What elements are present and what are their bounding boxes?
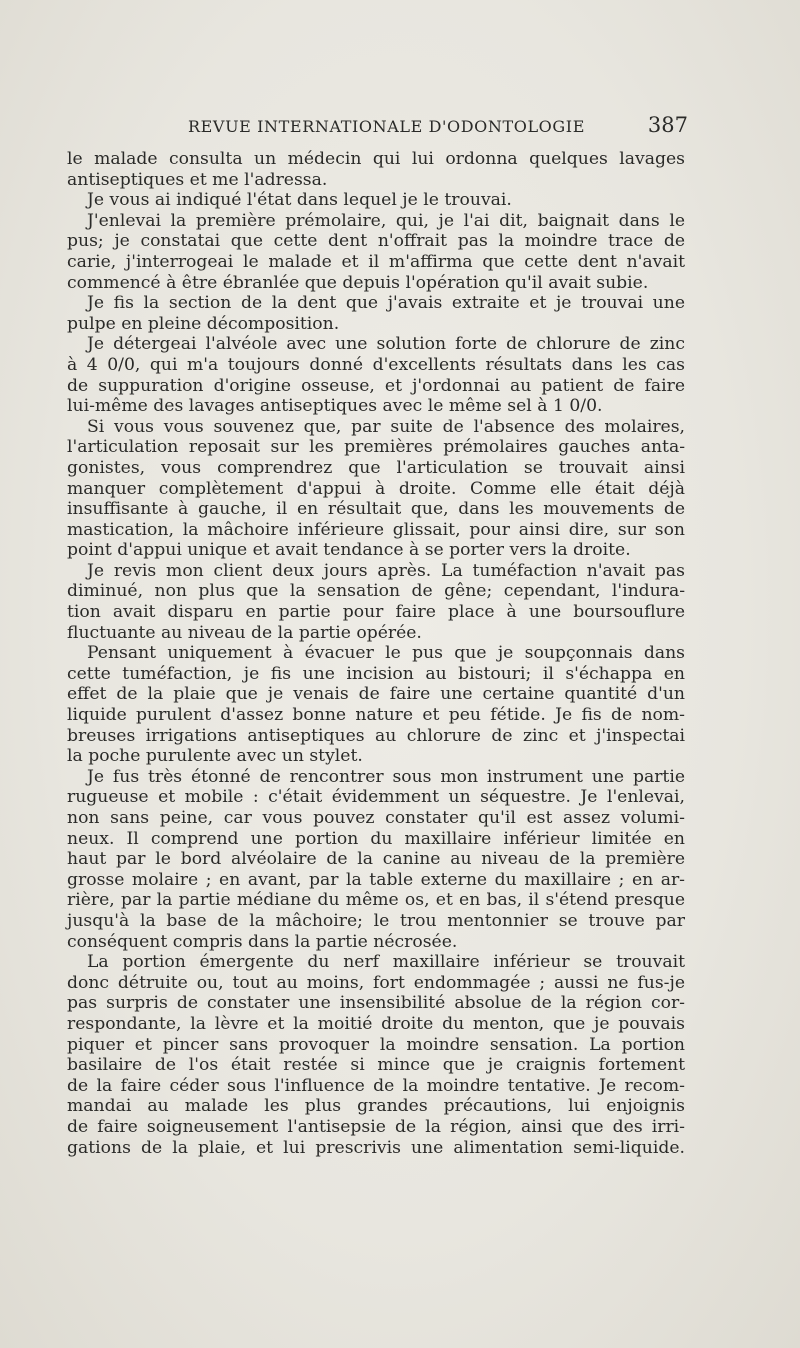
text-line: point d'appui unique et avait tendance à se porter vers la droite. [67, 540, 631, 561]
text-line: Je vous ai indiqué l'état dans lequel je le trouvai. [87, 190, 512, 211]
text-line: diminué, non plus que la sensation de gêne; cependant, l'indura- [67, 581, 685, 602]
text-line: conséquent compris dans la partie nécrosée. [67, 931, 458, 952]
text-line: l'articulation reposait sur les premières prémolaires gauches anta- [67, 437, 685, 458]
text-line: liquide purulent d'assez bonne nature et peu fétide. Je fis de nom- [67, 705, 685, 726]
text-line: gonistes, vous comprendrez que l'articulation se trouvait ainsi [67, 457, 685, 478]
text-line: de faire soigneusement l'antisepsie de la région, ainsi que des irri- [67, 1116, 685, 1137]
text-line: pas surpris de constater une insensibilité absolue de la région cor- [67, 993, 685, 1014]
text-line: pulpe en pleine décomposition. [67, 313, 340, 334]
text-line: carie, j'interrogeai le malade et il m'affirma que cette dent n'avait [67, 251, 685, 272]
page-number: 387 [647, 113, 688, 137]
text-line: effet de la plaie que je venais de faire une certaine quantité d'un [67, 684, 685, 705]
text-line: mandai au malade les plus grandes précautions, lui enjoignis [67, 1096, 685, 1117]
text-line: rugueuse et mobile : c'était évidemment un séquestre. Je l'enlevai, [67, 787, 685, 808]
text-line: cette tuméfaction, je fis une incision au bistouri; il s'échappa en [67, 663, 685, 684]
text-line: neux. Il comprend une portion du maxillaire inférieur limitée en [67, 828, 685, 849]
text-line: à 4 0/0, qui m'a toujours donné d'excellents résultats dans les cas [67, 354, 685, 375]
text-line: mastication, la mâchoire inférieure glissait, pour ainsi dire, sur son [67, 519, 685, 540]
body-text [67, 149, 685, 1158]
text-line: gations de la plaie, et lui prescrivis une alimentation semi-liquide. [67, 1137, 685, 1158]
text-line: donc détruite ou, tout au moins, fort endommagée ; aussi ne fus-je [67, 972, 685, 993]
text-line: Je détergeai l'alvéole avec une solution forte de chlorure de zinc [87, 334, 685, 355]
text-line: grosse molaire ; en avant, par la table externe du maxillaire ; en ar- [67, 869, 685, 890]
text-line: haut par le bord alvéolaire de la canine au niveau de la première [67, 849, 685, 870]
text-line: piquer et pincer sans provoquer la moindre sensation. La portion [67, 1034, 685, 1055]
journal-title: REVUE INTERNATIONALE D'ODONTOLOGIE [188, 117, 585, 136]
text-line: la poche purulente avec un stylet. [67, 746, 363, 767]
text-line: basilaire de l'os était restée si mince que je craignis fortement [67, 1055, 685, 1076]
text-line: rière, par la partie médiane du même os, et en bas, il s'étend presque [67, 890, 685, 911]
text-line: J'enlevai la première prémolaire, qui, je l'ai dit, baignait dans le [87, 210, 685, 231]
text-line: de suppuration d'origine osseuse, et j'ordonnai au patient de faire [67, 375, 685, 396]
text-line: Pensant uniquement à évacuer le pus que je soupçonnais dans [87, 643, 685, 664]
text-line: manquer complètement d'appui à droite. Comme elle était déjà [67, 478, 685, 499]
text-line: non sans peine, car vous pouvez constater qu'il est assez volumi- [67, 808, 685, 828]
text-line: respondante, la lèvre et la moitié droite du menton, que je pouvais [67, 1013, 685, 1034]
text-line: de la faire céder sous l'influence de la moindre tentative. Je recom- [67, 1075, 685, 1096]
text-line: fluctuante au niveau de la partie opérée. [67, 622, 422, 643]
text-line: breuses irrigations antiseptiques au chlorure de zinc et j'inspectai [67, 725, 685, 746]
text-line: Je fus très étonné de rencontrer sous mon instrument une partie [87, 766, 685, 787]
text-line: Si vous vous souvenez que, par suite de l'absence des molaires, [87, 416, 685, 437]
text-line: Je revis mon client deux jours après. La tuméfaction n'avait pas [87, 560, 685, 581]
text-line: commencé à être ébranlée que depuis l'opération qu'il avait subie. [67, 272, 649, 293]
text-line: le malade consulta un médecin qui lui ordonna quelques lavages [67, 149, 685, 169]
text-line: pus; je constatai que cette dent n'offrait pas la moindre trace de [67, 231, 685, 252]
text-line: tion avait disparu en partie pour faire place à une boursouflure [67, 602, 685, 623]
text-line: antiseptiques et me l'adressa. [67, 169, 328, 190]
text-line: lui-même des lavages antiseptiques avec le même sel à 1 0/0. [67, 396, 603, 417]
text-line: insuffisante à gauche, il en résultait que, dans les mouvements de [67, 499, 685, 520]
text-line: jusqu'à la base de la mâchoire; le trou mentonnier se trouve par [67, 910, 685, 931]
text-line: La portion émergente du nerf maxillaire inférieur se trouvait [87, 952, 685, 973]
running-head [188, 113, 688, 139]
text-line: Je fis la section de la dent que j'avais extraite et je trouvai une [87, 293, 685, 314]
